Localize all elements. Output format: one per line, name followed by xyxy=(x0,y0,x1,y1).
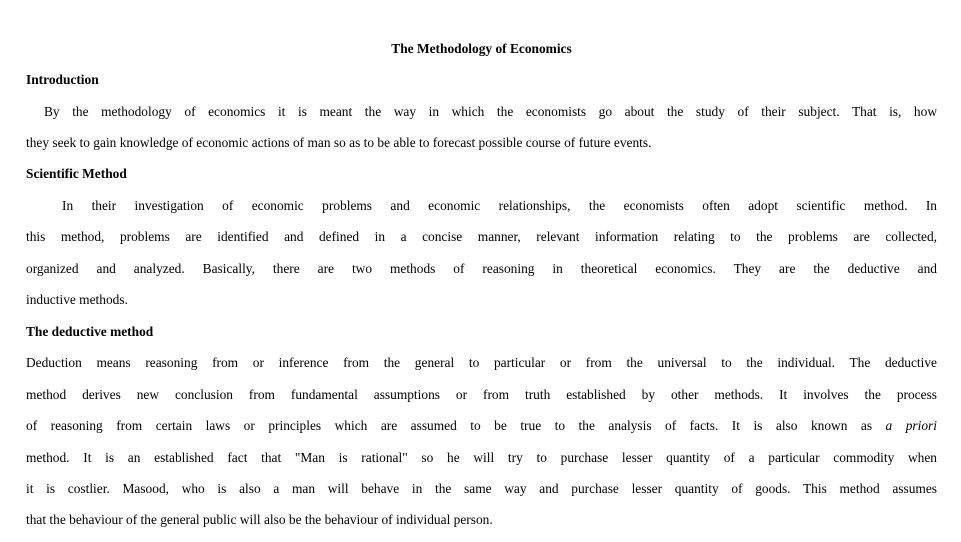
paragraph-line: In their investigation of economic problems and economic relationships, the economists often adopt scientific method. In xyxy=(62,198,937,213)
paragraph-line: method. It is an established fact that "Man is rational" so he will try to purchase lesser quantity of a particular commodity when xyxy=(26,450,937,465)
italic-term: a priori xyxy=(885,418,937,433)
paragraph-line: method derives new conclusion from fundamental assumptions or from truth established by other methods. It involves the process xyxy=(26,387,937,402)
paragraph-text: of reasoning from certain laws or principles which are assumed to be true to the analysis of facts. It is also known as xyxy=(26,418,873,433)
paragraph-line: organized and analyzed. Basically, there are two methods of reasoning in theoretical economics. They are the deductive and xyxy=(26,261,937,276)
paragraph-line: that the behaviour of the general public will also be the behaviour of individual person. xyxy=(26,512,493,527)
paragraph-line: it is costlier. Masood, who is also a man will behave in the same way and purchase lesser quantity of goods. This method assumes xyxy=(26,481,937,496)
paragraph-line: this method, problems are identified and defined in a concise manner, relevant information relating to the problems are collected, xyxy=(26,229,937,244)
paragraph-line: inductive methods. xyxy=(26,292,128,307)
paragraph-line: Deduction means reasoning from or inference from the general to particular or from the universal to the individual. The deductive xyxy=(26,355,937,370)
section-heading-scientific-method: Scientific Method xyxy=(26,166,127,181)
paragraph-line: they seek to gain knowledge of economic actions of man so as to be able to forecast possible course of future events. xyxy=(26,135,652,150)
section-heading-deductive-method: The deductive method xyxy=(26,324,154,339)
document-title: The Methodology of Economics xyxy=(391,41,572,56)
paragraph-line: By the methodology of economics it is meant the way in which the economists go about the study of their subject. That is, how xyxy=(44,104,937,119)
section-heading-introduction: Introduction xyxy=(26,72,99,87)
paragraph-line-with-italic xyxy=(26,418,937,434)
